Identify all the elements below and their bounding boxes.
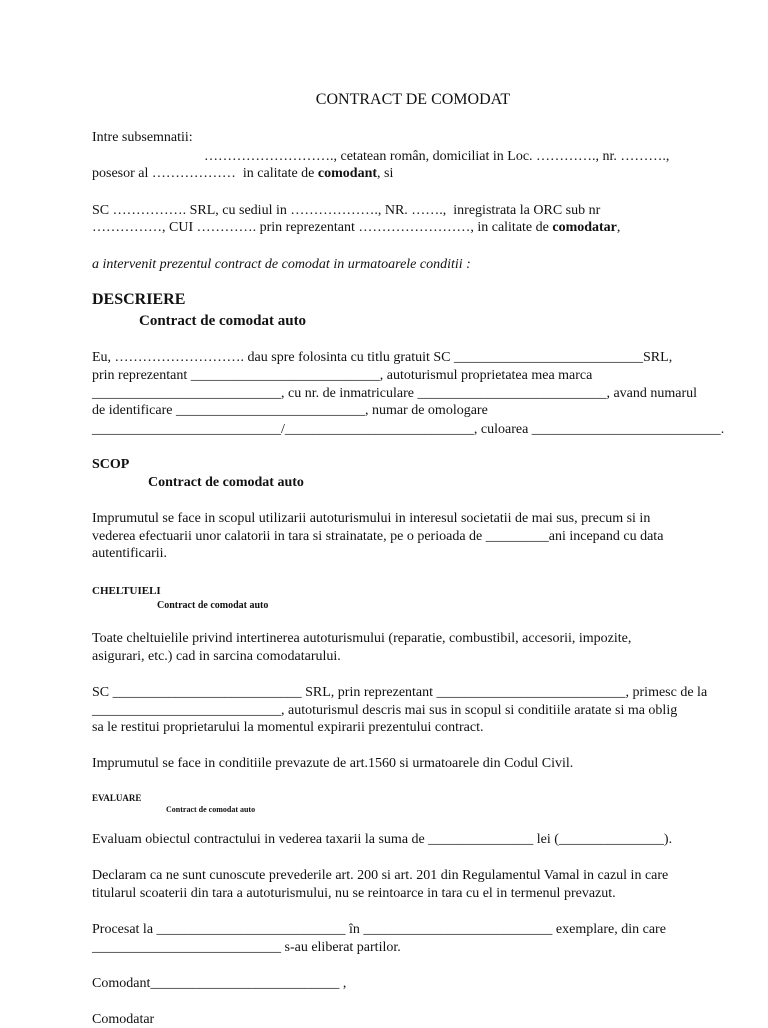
- evaluare-line-5: ___________________________ s-au eliberat partilor.: [92, 940, 401, 955]
- document-title: CONTRACT DE COMODAT: [315, 91, 511, 108]
- scop-line-2: vederea efectuarii unor calatorii in tara si strainatate, pe o perioada de _________ani incepand cu data: [92, 529, 664, 544]
- comodant-term: comodant: [317, 166, 378, 181]
- section-heading-descriere: DESCRIERE: [92, 291, 186, 308]
- descriere-line-2: prin reprezentant ___________________________, autoturismul proprietatea mea marca: [92, 368, 593, 383]
- intro-line-5: [92, 220, 620, 236]
- descriere-line-4: de identificare ___________________________, numar de omologare: [92, 403, 488, 418]
- intro-line-1: Intre subsemnatii:: [92, 130, 193, 145]
- cheltuieli-line-2: asigurari, etc.) cad in sarcina comodatarului.: [92, 649, 341, 664]
- cheltuieli-line-1: Toate cheltuielile privind intertinerea autoturismului (reparatie, combustibil, accesorii, impozite,: [92, 631, 632, 646]
- intro-line-5-text: ……………, CUI …………. prin reprezentant ……………………, in calitate de: [92, 220, 553, 235]
- intro-line-3-text: posesor al ……………… in calitate de: [92, 166, 318, 181]
- scop-line-3: autentificarii.: [92, 546, 168, 561]
- descriere-line-5: ___________________________/___________________________, culoarea ___________________________.: [92, 422, 725, 437]
- cheltuieli-line-4: ___________________________, autoturismul descris mai sus in scopul si conditiile aratate si ma oblig: [92, 703, 678, 718]
- section-subheading-evaluare: Contract de comodat auto: [166, 805, 256, 814]
- section-heading-scop: SCOP: [92, 457, 130, 472]
- intro-line-3-end: , si: [377, 166, 394, 181]
- signature-comodatar: Comodatar: [92, 1012, 155, 1027]
- intro-line-3: [92, 166, 393, 182]
- intro-line-5-end: ,: [616, 220, 621, 235]
- intro-line-2: ………………………., cetatean român, domiciliat in Loc. …………., nr. ……….,: [204, 149, 670, 164]
- descriere-line-1: Eu, ………………………. dau spre folosinta cu titlu gratuit SC ___________________________SRL,: [92, 350, 673, 365]
- section-subheading-cheltuieli: Contract de comodat auto: [157, 600, 269, 611]
- evaluare-line-4: Procesat la ___________________________ în ___________________________ exemplare, din care: [92, 922, 666, 937]
- cheltuieli-line-3: SC ___________________________ SRL, prin reprezentant ___________________________, primesc de la: [92, 685, 708, 700]
- cheltuieli-line-6: Imprumutul se face in conditiile prevazute de art.1560 si urmatoarele din Codul Civil.: [92, 756, 574, 771]
- cheltuieli-line-5: sa le restitui proprietarului la momentul expirarii prezentului contract.: [92, 720, 484, 735]
- evaluare-line-1: Evaluam obiectul contractului in vederea taxarii la suma de _______________ lei (_______________).: [92, 832, 673, 847]
- descriere-line-3: ___________________________, cu nr. de inmatriculare ___________________________, avand numarul: [92, 386, 698, 401]
- comodatar-term: comodatar: [552, 220, 617, 235]
- scop-line-1: Imprumutul se face in scopul utilizarii autoturismului in interesul societatii de mai sus, precum si in: [92, 511, 651, 526]
- intro-line-4: SC ……………. SRL, cu sediul in ………………., NR. ……., inregistrata la ORC sub nr: [92, 203, 601, 218]
- signature-comodant: Comodant___________________________ ,: [92, 976, 347, 991]
- section-subheading-descriere: Contract de comodat auto: [139, 313, 307, 329]
- section-heading-cheltuieli: CHELTUIELI: [92, 585, 161, 597]
- section-subheading-scop: Contract de comodat auto: [148, 475, 304, 490]
- evaluare-line-3: titularul scoaterii din tara a autoturismului, nu se reintoarce in tara cu el in termenul prevazut.: [92, 886, 616, 901]
- section-heading-evaluare: EVALUARE: [92, 793, 142, 803]
- evaluare-line-2: Declaram ca ne sunt cunoscute prevederile art. 200 si art. 201 din Regulamentul Vamal in cazul in care: [92, 868, 669, 883]
- intro-line-6: a intervenit prezentul contract de comodat in urmatoarele conditii :: [92, 257, 471, 272]
